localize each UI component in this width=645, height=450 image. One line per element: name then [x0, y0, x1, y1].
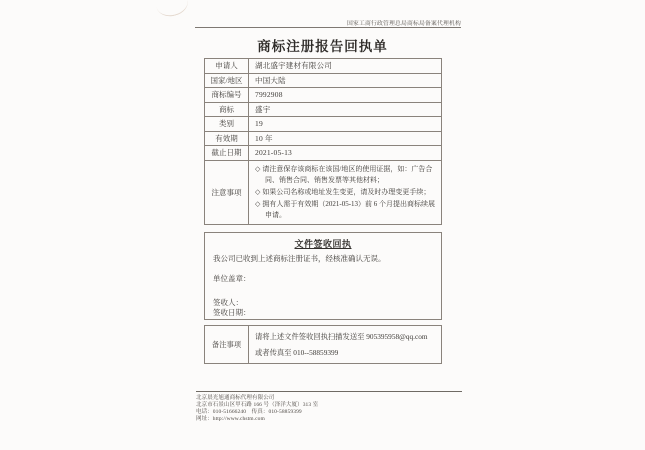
notice-text: 如果公司名称或地址发生变更，请及时办理变更手续；	[262, 187, 431, 196]
remark-content	[249, 326, 442, 364]
row-label: 类别	[205, 117, 249, 132]
company-stamp-label: 单位盖章：	[213, 274, 251, 283]
table-row-trademark	[205, 102, 442, 117]
remark-table	[204, 325, 442, 364]
table-row-class	[205, 117, 442, 132]
receipt-box-title: 文件签收回执	[294, 239, 352, 249]
row-label: 国家/地区	[205, 73, 249, 88]
table-row-applicant	[205, 59, 442, 74]
agency-company-name: 北京晨光旭通商标代理有限公司	[196, 395, 275, 401]
table-row-remark	[205, 326, 442, 364]
remark-line-fax: 或者传真至 010--58859399	[255, 347, 339, 357]
header-rule	[195, 27, 461, 28]
table-row-expiry-date	[205, 146, 442, 161]
diamond-bullet-icon: ◇	[255, 199, 261, 208]
signer-label: 签收人：	[213, 298, 243, 307]
row-value: 10 年	[249, 131, 442, 146]
notice-text: 请注意保存该商标在该国/地区的使用证据，如：广告合同、销售合同、销售发票等其他材料；	[262, 164, 433, 184]
notices-cell	[249, 160, 442, 224]
diamond-bullet-icon: ◇	[255, 187, 261, 196]
table-row-country	[205, 73, 442, 88]
agency-phone-fax: 电话：010-51666240 传真：010-58859399	[196, 409, 302, 415]
agency-address: 北京市石景山区甲石路 166 号（泽洋大厦）313 室	[196, 402, 319, 408]
registry-agency-note: 国家工商行政管理总局商标局备案代理机构	[347, 21, 461, 27]
agency-footer	[196, 391, 462, 423]
document-receipt-box	[204, 232, 442, 320]
table-row-validity	[205, 131, 442, 146]
row-value: 7992908	[249, 88, 442, 103]
remark-label: 备注事项	[205, 326, 249, 364]
notice-item	[255, 187, 436, 198]
row-value: 盛宇	[249, 102, 442, 117]
row-value: 湖北盛宇建材有限公司	[249, 59, 442, 74]
receipt-statement: 我公司已收到上述商标注册证书，经核准确认无误。	[213, 254, 386, 263]
sign-date-label: 签收日期：	[213, 308, 251, 317]
notice-item	[255, 164, 436, 186]
remark-line-scan: 请将上述文件签收回执扫描发送至 905395958@qq.com	[255, 331, 428, 341]
row-value: 2021-05-13	[249, 146, 442, 161]
table-row-notices	[205, 160, 442, 224]
row-value: 中国大陆	[249, 73, 442, 88]
row-label: 申请人	[205, 59, 249, 74]
notice-item	[255, 199, 436, 221]
row-value: 19	[249, 117, 442, 132]
row-label: 有效期	[205, 131, 249, 146]
diamond-bullet-icon: ◇	[255, 164, 261, 173]
notice-text: 拥有人需于有效期（2021-05-13）前 6 个月提出商标续展申请。	[262, 199, 436, 219]
table-row-trademark-number	[205, 88, 442, 103]
notices-label: 注意事项	[205, 160, 249, 224]
row-label: 商标编号	[205, 88, 249, 103]
agency-website: 网址：http://www.chstm.com	[196, 416, 265, 422]
row-label: 截止日期	[205, 146, 249, 161]
trademark-info-table	[204, 58, 442, 225]
scan-artifact-mark	[153, 0, 190, 19]
page-title: 商标注册报告回执单	[257, 39, 388, 54]
row-label: 商标	[205, 102, 249, 117]
